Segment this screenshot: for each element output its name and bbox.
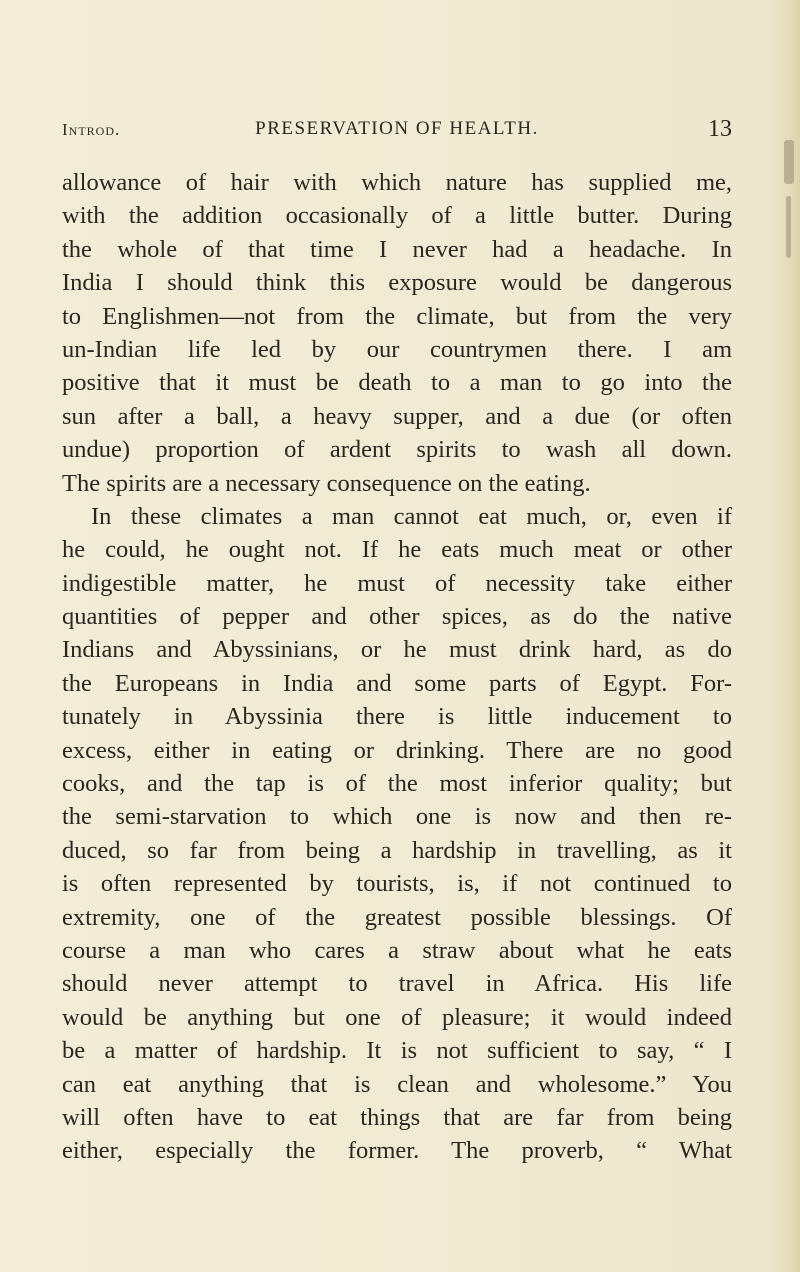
text-line: be a matter of hardship. It is not sufficient to say, “ I: [62, 1037, 732, 1065]
text-line: is often represented by tourists, is, if not continued to: [62, 870, 732, 898]
text-line: allowance of hair with which nature has supplied me,: [62, 169, 732, 196]
text-line: un-Indian life led by our countrymen there. I am: [62, 335, 732, 363]
page-edge: [770, 0, 800, 1272]
text-line: will often have to eat things that are far from being: [62, 1103, 732, 1131]
text-line: either, especially the former. The proverb, “ What: [62, 1137, 732, 1165]
running-title: PRESERVATION OF HEALTH.: [255, 118, 539, 139]
text-line: undue) proportion of ardent spirits to wash all down.: [62, 436, 732, 464]
text-line: In these climates a man cannot eat much, or, even if: [91, 502, 732, 530]
text-line: the semi-starvation to which one is now and then re-: [62, 803, 732, 831]
text-line: should never attempt to travel in Africa. His life: [62, 970, 732, 998]
text-line: extremity, one of the greatest possible blessings. Of: [62, 903, 732, 931]
text-line: course a man who cares a straw about what he eats: [62, 936, 732, 964]
text-line: the Europeans in India and some parts of Egypt. For-: [62, 669, 732, 697]
text-line: The spirits are a necessary consequence on the eating.: [62, 469, 591, 497]
text-line: to Englishmen—not from the climate, but from the very: [62, 302, 732, 330]
edge-stain: [786, 196, 791, 258]
text-line: indigestible matter, he must of necessity take either: [62, 569, 732, 597]
text-line: tunately in Abyssinia there is little inducement to: [62, 703, 732, 731]
text-line: with the addition occasionally of a little butter. During: [62, 202, 732, 230]
text-line: India I should think this exposure would be dangerous: [62, 269, 732, 297]
text-line: can eat anything that is clean and wholesome.” You: [62, 1070, 732, 1098]
text-line: cooks, and the tap is of the most inferior quality; but: [62, 770, 732, 798]
text-line: he could, he ought not. If he eats much meat or other: [62, 536, 732, 564]
body-text: [62, 166, 732, 1168]
text-line: Indians and Abyssinians, or he must drink hard, as do: [62, 636, 732, 664]
text-line: excess, either in eating or drinking. There are no good: [62, 736, 732, 764]
text-line: the whole of that time I never had a headache. In: [62, 235, 732, 263]
text-line: sun after a ball, a heavy supper, and a due (or often: [62, 402, 732, 430]
text-line: duced, so far from being a hardship in travelling, as it: [62, 836, 732, 864]
text-line: would be anything but one of pleasure; it would indeed: [62, 1003, 732, 1031]
section-label: Introd.: [62, 120, 121, 139]
text-line: quantities of pepper and other spices, as do the native: [62, 603, 732, 631]
page-number: 13: [708, 116, 732, 142]
text-line: positive that it must be death to a man to go into the: [62, 369, 732, 397]
edge-stain: [784, 140, 794, 184]
running-header: [62, 116, 732, 144]
